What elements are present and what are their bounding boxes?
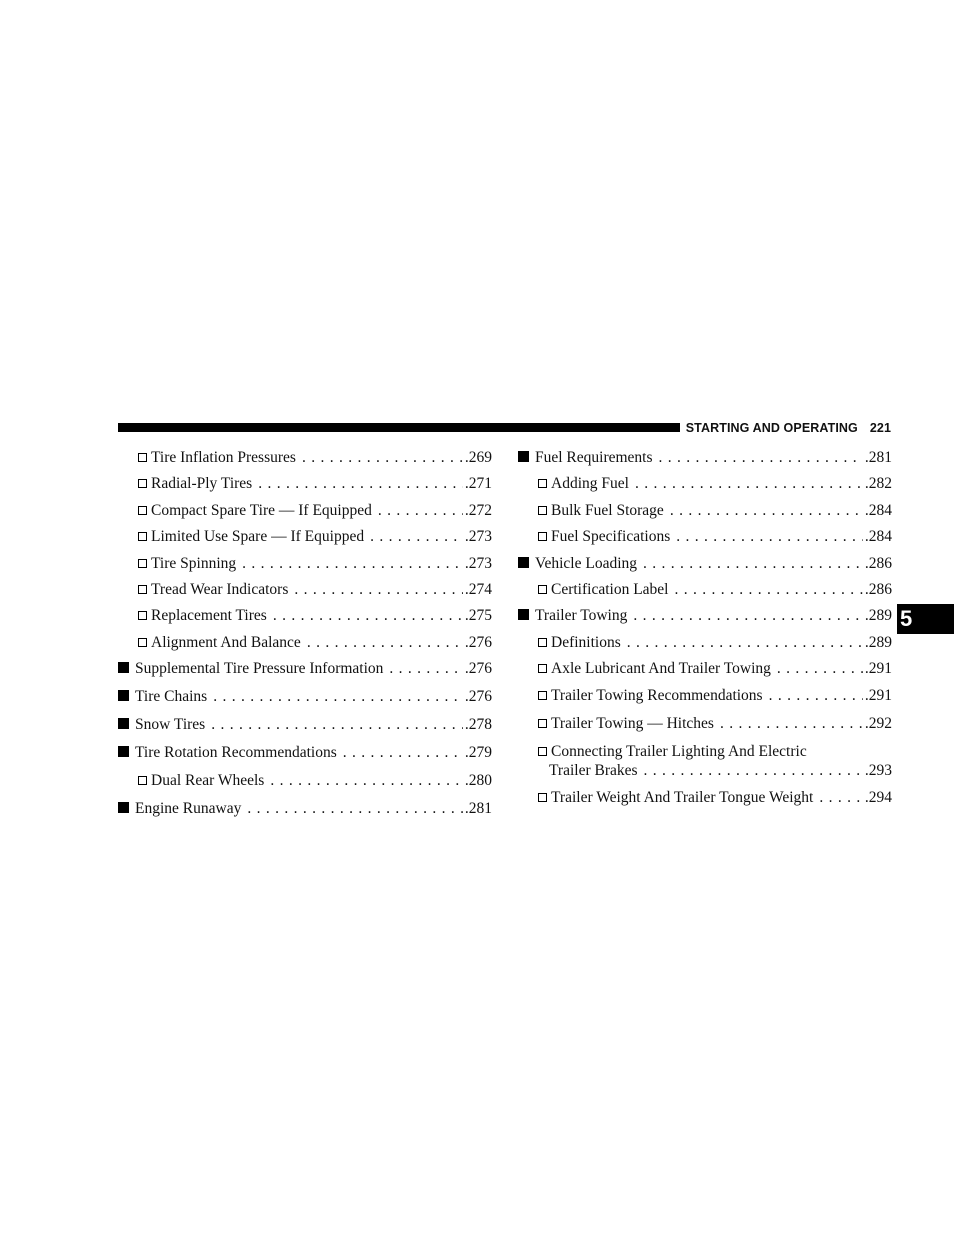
- toc-entry-page: .286: [864, 555, 892, 572]
- toc-entry-page: .271: [464, 475, 492, 492]
- hollow-square-bullet-icon: [538, 585, 547, 594]
- toc-entry-label-continued: Trailer Brakes: [549, 762, 638, 779]
- toc-entry[interactable]: [518, 501, 892, 521]
- toc-entry-label: Tire Chains: [135, 688, 208, 705]
- dot-leader: [343, 743, 463, 763]
- dot-leader: [302, 448, 463, 468]
- toc-entry-page: .274: [464, 581, 492, 598]
- dot-leader: [307, 633, 463, 653]
- toc-entry[interactable]: [518, 686, 892, 706]
- toc-entry-page: .280: [464, 772, 492, 789]
- dot-leader: [659, 448, 863, 468]
- toc-entry-label: Definitions: [551, 634, 621, 651]
- hollow-square-bullet-icon: [538, 664, 547, 673]
- header-rule: [118, 423, 680, 432]
- toc-entry[interactable]: [118, 633, 492, 653]
- toc-entry-page: .284: [864, 528, 892, 545]
- hollow-square-bullet-icon: [538, 479, 547, 488]
- hollow-square-bullet-icon: [138, 453, 147, 462]
- toc-entry[interactable]: [518, 448, 892, 468]
- toc-entry-label: Tire Inflation Pressures: [151, 449, 296, 466]
- toc-entry[interactable]: [518, 633, 892, 653]
- toc-entry[interactable]: [518, 659, 892, 679]
- toc-entry-page: .276: [464, 660, 492, 677]
- toc-entry-page: .286: [864, 581, 892, 598]
- dot-leader: [211, 715, 463, 735]
- toc-entry-label: Trailer Weight And Trailer Tongue Weight: [551, 789, 814, 806]
- toc-entry-label: Tread Wear Indicators: [151, 581, 289, 598]
- toc-entry-label: Supplemental Tire Pressure Information: [135, 660, 384, 677]
- toc-entry[interactable]: [118, 771, 492, 791]
- hollow-square-bullet-icon: [138, 506, 147, 515]
- toc-entry-page: .273: [464, 555, 492, 572]
- toc-entry-label: Radial-Ply Tires: [151, 475, 253, 492]
- toc-entry[interactable]: [518, 527, 892, 547]
- toc-entry-line-1: [538, 743, 892, 761]
- toc-entry-label: Compact Spare Tire — If Equipped: [151, 502, 372, 519]
- toc-entry-label: Snow Tires: [135, 716, 206, 733]
- toc-entry[interactable]: [118, 799, 492, 819]
- hollow-square-bullet-icon: [538, 638, 547, 647]
- hollow-square-bullet-icon: [538, 532, 547, 541]
- page-number: 221: [869, 421, 891, 435]
- toc-entry[interactable]: [118, 659, 492, 679]
- hollow-square-bullet-icon: [138, 776, 147, 785]
- solid-square-bullet-icon: [118, 802, 129, 813]
- solid-square-bullet-icon: [118, 662, 129, 673]
- toc-entry-label: Alignment And Balance: [151, 634, 301, 651]
- toc-entry-page: .278: [464, 716, 492, 733]
- toc-entry[interactable]: [518, 606, 892, 626]
- toc-entry-label: Trailer Towing Recommendations: [551, 687, 763, 704]
- toc-entry[interactable]: [118, 554, 492, 574]
- toc-entry-label: Bulk Fuel Storage: [551, 502, 664, 519]
- hollow-square-bullet-icon: [138, 532, 147, 541]
- toc-entry-page: .272: [464, 502, 492, 519]
- toc-entry[interactable]: [518, 474, 892, 494]
- hollow-square-bullet-icon: [138, 479, 147, 488]
- toc-entry-page: .273: [464, 528, 492, 545]
- dot-leader: [720, 714, 863, 734]
- dot-leader: [769, 686, 863, 706]
- toc-entry-page: .275: [464, 607, 492, 624]
- toc-entry-page: .269: [464, 449, 492, 466]
- dot-leader: [389, 659, 462, 679]
- toc-entry[interactable]: [118, 743, 492, 763]
- solid-square-bullet-icon: [118, 690, 129, 701]
- hollow-square-bullet-icon: [538, 506, 547, 515]
- toc-entry[interactable]: [518, 714, 892, 734]
- dot-leader: [643, 554, 863, 574]
- solid-square-bullet-icon: [518, 451, 529, 462]
- dot-leader: [670, 501, 863, 521]
- toc-entry-page: .289: [864, 607, 892, 624]
- hollow-square-bullet-icon: [538, 747, 547, 756]
- dot-leader: [213, 687, 463, 707]
- dot-leader: [378, 501, 463, 521]
- toc-entry[interactable]: [518, 743, 892, 783]
- toc-entry-label: Adding Fuel: [551, 475, 629, 492]
- toc-entry[interactable]: [118, 715, 492, 735]
- dot-leader: [819, 788, 863, 808]
- toc-entry-label: Trailer Towing: [535, 607, 628, 624]
- toc-entry-label: Trailer Towing — Hitches: [551, 715, 714, 732]
- toc-entry[interactable]: [518, 580, 892, 600]
- toc-entry[interactable]: [118, 448, 492, 468]
- chapter-tab: 5: [897, 604, 954, 634]
- toc-entry-page: .281: [864, 449, 892, 466]
- toc-entry-label: Fuel Requirements: [535, 449, 653, 466]
- dot-leader: [270, 771, 463, 791]
- toc-entry-label: Connecting Trailer Lighting And Electric: [551, 743, 807, 760]
- toc-entry[interactable]: [118, 527, 492, 547]
- toc-entry-page: .284: [864, 502, 892, 519]
- dot-leader: [242, 554, 463, 574]
- hollow-square-bullet-icon: [538, 793, 547, 802]
- toc-entry-page: .289: [864, 634, 892, 651]
- dot-leader: [676, 527, 863, 547]
- dot-leader: [675, 580, 863, 600]
- dot-leader: [258, 474, 463, 494]
- hollow-square-bullet-icon: [138, 559, 147, 568]
- toc-entry[interactable]: [518, 554, 892, 574]
- hollow-square-bullet-icon: [538, 691, 547, 700]
- dot-leader: [294, 580, 463, 600]
- dot-leader: [635, 474, 863, 494]
- toc-entry-page: .291: [864, 687, 892, 704]
- toc-entry-label: Vehicle Loading: [535, 555, 638, 572]
- dot-leader: [247, 799, 463, 819]
- toc-entry-page: .294: [864, 789, 892, 806]
- solid-square-bullet-icon: [518, 609, 529, 620]
- solid-square-bullet-icon: [118, 746, 129, 757]
- hollow-square-bullet-icon: [138, 638, 147, 647]
- toc-entry[interactable]: [118, 687, 492, 707]
- toc-entry-page: .292: [864, 715, 892, 732]
- toc-entry-page: .282: [864, 475, 892, 492]
- hollow-square-bullet-icon: [138, 585, 147, 594]
- dot-leader: [777, 659, 863, 679]
- toc-entry-label: Replacement Tires: [151, 607, 267, 624]
- toc-entry-label: Tire Spinning: [151, 555, 237, 572]
- dot-leader: [627, 633, 863, 653]
- hollow-square-bullet-icon: [538, 719, 547, 728]
- toc-entry-label: Dual Rear Wheels: [151, 772, 265, 789]
- toc-entry-page: .293: [864, 762, 892, 779]
- toc-entry-line-2: [538, 761, 892, 781]
- running-header: [680, 419, 891, 437]
- solid-square-bullet-icon: [518, 557, 529, 568]
- dot-leader: [370, 527, 463, 547]
- toc-entry-label: Certification Label: [551, 581, 669, 598]
- toc-entry-label: Fuel Specifications: [551, 528, 671, 545]
- toc-entry[interactable]: [118, 501, 492, 521]
- toc-entry[interactable]: [518, 788, 892, 808]
- toc-entry-page: .291: [864, 660, 892, 677]
- toc-entry-page: .276: [464, 634, 492, 651]
- toc-entry-label: Tire Rotation Recommendations: [135, 744, 337, 761]
- toc-entry-label: Axle Lubricant And Trailer Towing: [551, 660, 771, 677]
- toc-entry[interactable]: [118, 580, 492, 600]
- toc-entry-label: Limited Use Spare — If Equipped: [151, 528, 365, 545]
- toc-entry-page: .281: [464, 800, 492, 817]
- dot-leader: [633, 606, 863, 626]
- dot-leader: [273, 606, 463, 626]
- toc-entry-label: Engine Runaway: [135, 800, 242, 817]
- toc-entry-page: .276: [464, 688, 492, 705]
- dot-leader: [644, 761, 863, 781]
- solid-square-bullet-icon: [118, 718, 129, 729]
- hollow-square-bullet-icon: [138, 611, 147, 620]
- toc-entry[interactable]: [118, 474, 492, 494]
- section-title: STARTING AND OPERATING: [685, 421, 858, 435]
- toc-entry-page: .279: [464, 744, 492, 761]
- toc-entry[interactable]: [118, 606, 492, 626]
